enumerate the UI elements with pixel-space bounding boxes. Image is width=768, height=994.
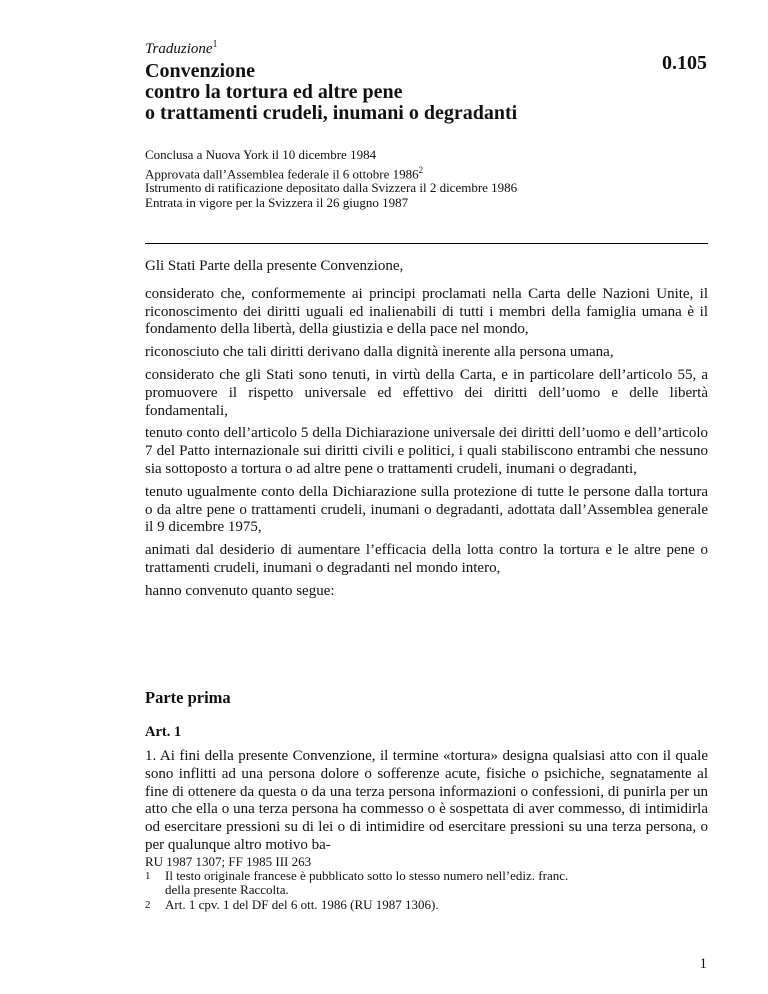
- footnote-mark: 1: [145, 870, 151, 883]
- header-divider: [145, 243, 708, 244]
- preamble-paragraph: considerato che, conformemente ai principi proclamati nella Carta delle Nazioni Unite, il riconoscimento dei diritti uguali ed inalienabili di tutti i membri della famiglia umana è il fondamento della libertà, della giustizia e della pace nel mondo,: [145, 285, 708, 338]
- footnote-mark-1[interactable]: 1: [212, 39, 218, 50]
- preamble: [145, 258, 708, 606]
- footnote-source-line: RU 1987 1307; FF 1985 III 263: [145, 854, 312, 869]
- part-heading: Parte prima: [145, 688, 231, 707]
- meta-line: Conclusa a Nuova York il 10 dicembre 1984: [145, 147, 377, 162]
- preamble-paragraph: tenuto conto dell’articolo 5 della Dichiarazione universale dei diritti dell’uomo e dell’articolo 7 del Patto internazionale sui diritti civili e politici, i quali stabiliscono entrambi che nessuno sia sottoposto a tortura o ad altre pene o trattamenti crudeli, inumani o degradanti,: [145, 425, 708, 477]
- footnote-1: [145, 869, 585, 897]
- title-line: Convenzione: [145, 60, 255, 82]
- meta-line: Istrumento di ratificazione depositato dalla Svizzera il 2 dicembre 1986: [145, 180, 518, 196]
- page-number: 1: [699, 956, 707, 972]
- footnote-2: [145, 898, 585, 912]
- sr-number: 0.105: [662, 52, 707, 74]
- document-metadata: [145, 148, 517, 210]
- footnote-text: Art. 1 cpv. 1 del DF del 6 ott. 1986 (RU 1987 1306).: [165, 896, 439, 912]
- preamble-intro: Gli Stati Parte della presente Convenzione,: [145, 258, 404, 274]
- footnotes: [145, 855, 585, 912]
- preamble-paragraph: tenuto ugualmente conto della Dichiarazione sulla protezione di tutte le persone dalla tortura o da altre pene o trattamenti crudeli, inumani o degradanti, adottata dall’Assemblea generale il 9 dicembre 1975,: [145, 483, 708, 536]
- translation-label: Traduzione$^1$: [145, 39, 218, 57]
- meta-line: Entrata in vigore per la Svizzera il 26 giugno 1987: [145, 194, 409, 210]
- document-title: [145, 61, 517, 124]
- preamble-paragraph: animati dal desiderio di aumentare l’efficacia della lotta contro la tortura e le altre pene o trattamenti crudeli, inumani o degradanti nel mondo intero,: [145, 542, 708, 576]
- preamble-paragraph: considerato che gli Stati sono tenuti, in virtù della Carta, e in particolare dell’articolo 55, a promuovere il rispetto universale ed effettivo dei diritti dell’uomo e delle libertà fondamentali,: [145, 366, 708, 419]
- footnote-mark-2[interactable]: 2: [418, 164, 424, 175]
- preamble-paragraph: riconosciuto che tali diritti derivano dalla dignità inerente alla persona umana,: [145, 344, 614, 361]
- meta-line: Approvata dall’Assemblea federale il 6 ottobre 1986$^2$: [145, 164, 424, 181]
- article-heading: Art. 1: [145, 724, 182, 740]
- article-text: 1. Ai fini della presente Convenzione, il termine «tortura» designa qualsiasi atto con il quale sono inflitti ad una persona dolore o sofferenze acute, fisiche o psichiche, segnatamente al fine di ottenere da questa o da una terza persona informazioni o confessioni, di punirla per un atto che ella o una terza persona ha commesso o è sospettata di aver commesso, di intimidirla od esercitare pressioni su di lei o di intimidire od esercitare pressioni su una terza persona, o per qualunque altro motivo ba-: [145, 748, 708, 853]
- footnote-mark: 2: [145, 898, 151, 911]
- title-line: contro la tortura ed altre pene: [145, 81, 403, 103]
- preamble-paragraph: hanno convenuto quanto segue:: [145, 582, 335, 599]
- title-line: o trattamenti crudeli, inumani o degradanti: [145, 102, 518, 124]
- footnote-text: Il testo originale francese è pubblicato sotto lo stesso numero nell’ediz. franc. della presente Raccolta.: [165, 868, 569, 898]
